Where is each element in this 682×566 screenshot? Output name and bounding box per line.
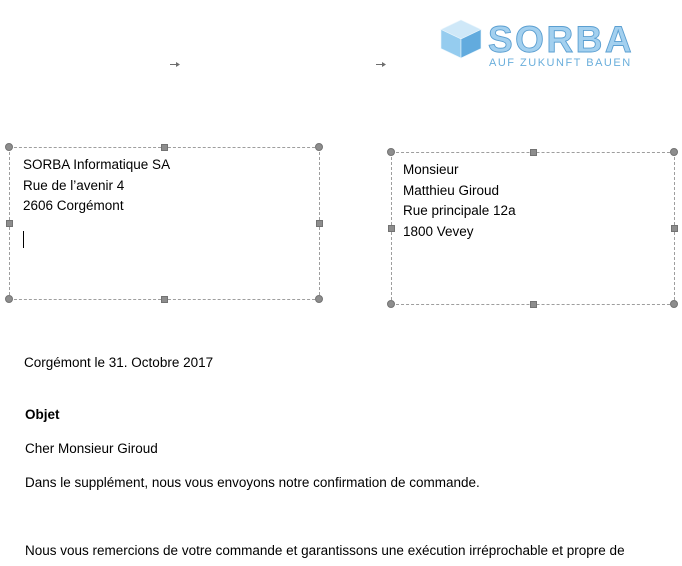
- logo-tagline: AUF ZUKUNFT BAUEN: [489, 56, 632, 69]
- resize-handle-right[interactable]: [671, 225, 678, 232]
- resize-handle-top[interactable]: [530, 149, 537, 156]
- resize-handle-top-right[interactable]: [315, 143, 323, 151]
- resize-handle-bottom-left[interactable]: [5, 295, 13, 303]
- recipient-name: Matthieu Giroud: [403, 182, 500, 198]
- tab-arrow-icon: [170, 61, 180, 68]
- recipient-city: 1800 Vevey: [403, 223, 474, 239]
- cube-icon: [440, 19, 482, 59]
- letter-paragraph: Nous vous remercions de votre commande et garantissons une exécution irréprochable et propre de: [25, 543, 625, 558]
- letter-date: Corgémont le 31. Octobre 2017: [24, 355, 214, 370]
- recipient-title: Monsieur: [403, 162, 459, 177]
- resize-handle-bottom[interactable]: [161, 296, 168, 303]
- logo-wordmark: SORBA: [488, 19, 635, 60]
- recipient-address-frame[interactable]: [391, 152, 675, 305]
- letter-paragraph: Dans le supplément, nous vous envoyons notre confirmation de commande.: [25, 475, 480, 490]
- resize-handle-bottom-right[interactable]: [315, 295, 323, 303]
- resize-handle-right[interactable]: [316, 220, 323, 227]
- tab-arrow-icon: [376, 61, 386, 68]
- resize-handle-top-right[interactable]: [670, 148, 678, 156]
- sender-street: Rue de l’avenir 4: [23, 177, 125, 193]
- resize-handle-top[interactable]: [161, 144, 168, 151]
- resize-handle-bottom-right[interactable]: [670, 300, 678, 308]
- recipient-address: [403, 160, 516, 242]
- sender-address: [23, 155, 170, 217]
- resize-handle-bottom-left[interactable]: [387, 300, 395, 308]
- recipient-street: Rue principale 12a: [403, 203, 516, 218]
- resize-handle-top-left[interactable]: [387, 148, 395, 156]
- text-cursor: [23, 231, 24, 248]
- resize-handle-top-left[interactable]: [5, 143, 13, 151]
- letter-salutation: Cher Monsieur Giroud: [25, 441, 158, 456]
- resize-handle-left[interactable]: [388, 225, 395, 232]
- sender-city: 2606 Corgémont: [23, 198, 124, 213]
- company-logo: [440, 19, 636, 71]
- sender-address-frame[interactable]: [9, 147, 320, 300]
- resize-handle-left[interactable]: [6, 220, 13, 227]
- sender-company: SORBA Informatique SA: [23, 157, 171, 172]
- resize-handle-bottom[interactable]: [530, 301, 537, 308]
- letter-subject: Objet: [25, 407, 60, 422]
